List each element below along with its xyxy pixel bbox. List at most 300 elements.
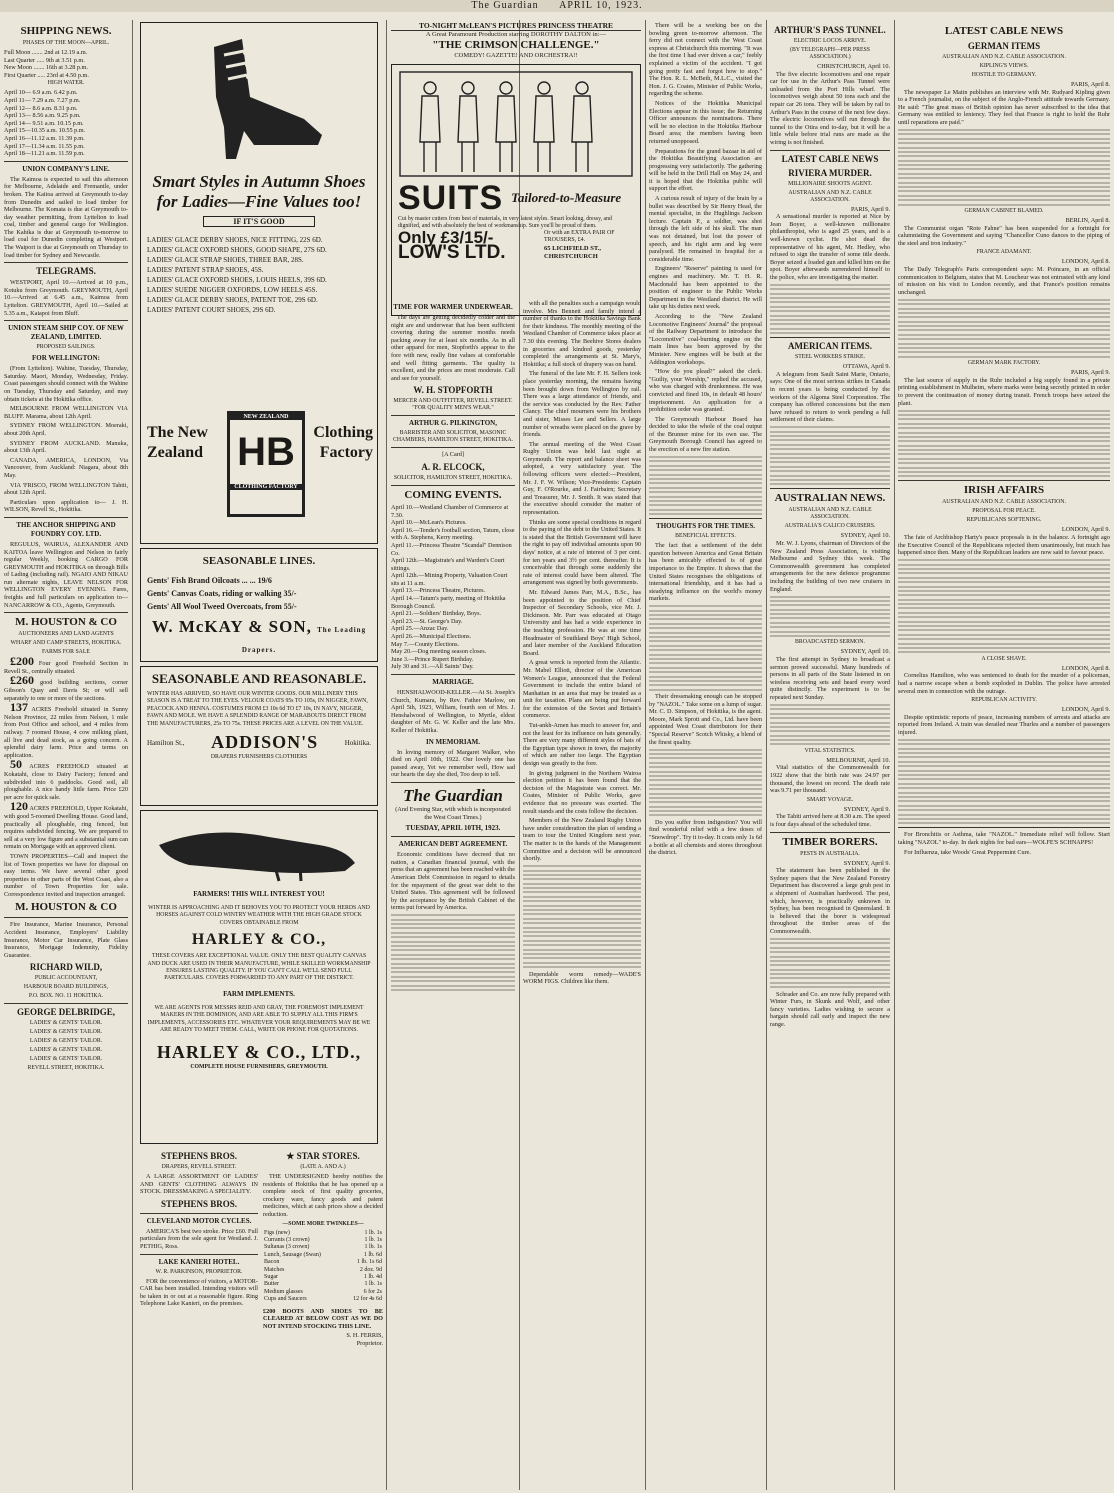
- table-row: [263, 1296, 383, 1303]
- anchor-text: REGULUS, WAIRUA, ALEXANDER AND KAITOA leave Wellington and Nelson in fairly regular Weekly, booking CARGO FOR GREYMOUTH and HOKITIKA on through Bills of Lading (including rail). NGAIO AND NIKAU run alternate nights, LEAVE NELSON FOR WELLINGTON EVERY EVENING. Fares, freights and full particulars on application to— NANCARROW & CO., Agents, Greymouth.: [4, 540, 128, 609]
- delbridge-line: LADIES' & GENTS' TAILOR.: [29, 1047, 103, 1054]
- stephens-text: A LARGE ASSORTMENT OF LADIES' AND GENTS' CLOTHING ALWAYS IN STOCK. DRESSMAKING A SPECIALITY.: [140, 1173, 258, 1196]
- list-item: April 12th.—Mining Property, Valuation Court sits at 11 a.m.: [391, 572, 508, 587]
- list-item: April 14— 9.51 a.m. 10.15 p.m.: [4, 119, 84, 127]
- price-value: 12 for 4s 6d: [353, 1296, 382, 1303]
- text-lines: [523, 865, 641, 968]
- list-item: April 26.—Municipal Elections.: [391, 633, 472, 641]
- tide-list: [4, 89, 128, 157]
- list-item: April 15—10.35 a.m. 10.55 p.m.: [4, 127, 86, 135]
- list-item: Last Quarter ..... 9th at 3.51 p.m.: [4, 56, 85, 64]
- memoriam-title: IN MEMORIAM.: [425, 737, 481, 746]
- uss-heading: UNION STEAM SHIP COY. OF NEW ZEALAND, LIMITED.: [8, 324, 124, 342]
- text-lines: [770, 596, 890, 638]
- column-rule: [132, 20, 133, 1490]
- chase-text: Cornelius Hamilton, who was sentenced to death for the murder of a policeman, had a narrow escape when a bomb exploded in Dublin. The police have arrested several men in connection with the outrage.: [898, 672, 1110, 695]
- mckay-name: [141, 617, 377, 657]
- twinkles-heading: —SOME MORE TWINKLES—: [282, 1220, 364, 1227]
- chancellor-title: GERMAN CABINET BLAMED.: [964, 207, 1044, 214]
- irish-credit: AUSTRALIAN AND N.Z. CABLE ASSOCIATION.: [942, 499, 1066, 506]
- cleveland-heading: CLEVELAND MOTOR CYCLES.: [146, 1216, 252, 1225]
- news-paragraph: Engineers' "Reserve" painting is used for engines and machinery. Mr. T. H. R. Macdonald has been appointed to the position of engineer to the Public Works Department in the Westland district. He will take up his duties next week.: [649, 265, 762, 311]
- text-lines: [898, 129, 1110, 206]
- news-paragraph: Mr. Edward James Parr, M.A., B.Sc., has been appointed to the position of Chief Inspector of Secondary Schools, vice Mr. J. Dickinson. Mr. Parr was educated at Otago University and has had a wide experience in the teaching profession. He was at one time Headmaster of Southland Boys' High School, and later member of the Auckland Education Board.: [523, 588, 641, 657]
- arthurs-credit: (BY TELEGRAPH—PER PRESS ASSOCIATION.): [790, 47, 870, 60]
- shoe-banner: IF IT'S GOOD: [203, 216, 315, 227]
- price-value: 1 lb. 6d: [363, 1251, 382, 1258]
- anchor-heading: THE ANCHOR SHIPPING AND FOUNDRY COY. LTD.: [16, 520, 116, 538]
- wild-addr: HARBOUR BOARD BUILDINGS,: [23, 984, 109, 991]
- editorial-text: Economic conditions have decreed that no nation, a Canadian financial journal, with the press that an agreement has been reached with the American Debt Commission in regard to details for the repayment of the great war debt to the United States. This agreement will be followed by the acceptance by the British Cabinet of the terms put forward by America.: [391, 851, 515, 912]
- addison-right: Hokitika.: [344, 738, 371, 747]
- theatre-header: TO-NIGHT McLEAN'S PICTURES PRINCESS THEATRE: [391, 22, 641, 31]
- wild-name: RICHARD WILD,: [29, 962, 103, 973]
- harley-impl: FARM IMPLEMENTS.: [223, 989, 295, 998]
- harley-big: HARLEY & CO., LTD.,: [156, 1042, 362, 1063]
- seasonable-item: Gents' Canvas Coats, riding or walking 35/-: [147, 589, 297, 598]
- vital-title: VITAL STATISTICS.: [804, 747, 856, 754]
- shoe-icon: [184, 27, 334, 172]
- list-item: May 20.—Dog meeting season closes.: [391, 648, 487, 656]
- riviera-credit: AUSTRALIAN AND N.Z. CABLE ASSOCIATION.: [788, 189, 872, 203]
- timber-sub: PESTS IN AUSTRALIA.: [800, 850, 860, 857]
- rep-dateline: LONDON, April 9.: [1061, 706, 1110, 714]
- elcock-name: A. R. ELCOCK,: [421, 461, 485, 472]
- rep-title: REPUBLICAN ACTIVITY.: [971, 697, 1037, 704]
- column-rule: [645, 20, 646, 1490]
- stephens-column: [140, 1148, 258, 1488]
- news-paragraph: Notices of the Hokitika Municipal Elections appear in this issue; the Returning Officer announces the nominations. There will be no election in the Hokitika Harbour Board area; the members having been returned unopposed.: [649, 99, 762, 145]
- moon-list: [4, 49, 128, 79]
- delbridge-addr: REVELL STREET, HOKITIKA.: [27, 1065, 105, 1072]
- shipping-title: SHIPPING NEWS.: [20, 25, 112, 37]
- pilkington-name: ARTHUR G. PILKINGTON,: [409, 419, 497, 428]
- hb-top: NEW ZEALAND: [230, 414, 302, 420]
- elcock-sub: SOLICITOR, HAMILTON STREET, HOKITIKA.: [393, 474, 513, 481]
- news-paragraph: Thinks are some special conditions in regard to the paying of the debt to the United States. It is stated that the British Government will have the right to pay off individual amounts upon 90 days' notice, at a rate of interest of 3 per cent. for ten years and 3½ per cent. thereafter. It is conceivable that through some suddenly the rate of interest could have been altered. The arrangement was signed by both governments.: [523, 518, 641, 587]
- star-stores-advert: [263, 1148, 383, 1488]
- farm-text: Four good Freehold Section in Revell St., centrally situated.: [4, 660, 128, 675]
- list-item: April 10.—Westland Chamber of Commerce at 7.30.: [391, 503, 509, 519]
- text-lines: [898, 559, 1110, 653]
- price-item: Bacon: [264, 1259, 280, 1266]
- wild-sub: PUBLIC ACCOUNTANT,: [34, 975, 98, 982]
- shoe-item: LADIES' GLACE DERBY SHOES, PATENT TOE, 29S 6D.: [147, 296, 318, 304]
- german-title: GERMAN ITEMS: [967, 41, 1041, 51]
- farm-listing: [4, 757, 128, 801]
- irish-sub: PROPOSAL FOR PEACE.: [972, 508, 1036, 515]
- farm-price: 120: [10, 799, 28, 814]
- shoe-item: LADIES' PATENT COURT SHOES, 29S 6D.: [147, 306, 276, 314]
- delbridge-line: LADIES' & GENTS' TAILOR.: [29, 1056, 103, 1063]
- telegrams-heading: TELEGRAMS.: [36, 266, 96, 277]
- kipling-dateline: PARIS, April 8.: [1071, 81, 1110, 88]
- schrader-text: Schrader and Co. are now fully prepared with Winter Furs, in Skunk and Wolf, and other fancy varieties. Ladies wishing to secure a bargain should call early and inspect the new range.: [770, 990, 890, 1029]
- price-item: Sultanas (3 crown): [264, 1244, 310, 1251]
- news-paragraph: Their dressmaking enough can be stopped by "NAZOL." Take some on a lump of sugar. Mr. C. D. Simpson, of Hokitika, is the agent. Moore, Mark Sprott and Co., Ltd. have been appointed West Coast distributors for their "Special Reserve" Scotch Whisky, a blend of the finest quality.: [649, 693, 762, 746]
- shoe-item: LADIES' GLACE OXFORD SHOES, GOOD SHAPE, 27S 6D.: [147, 246, 327, 254]
- price-value: 1 lb. 4d: [363, 1274, 382, 1280]
- cable-news-title: LATEST CABLE NEWS: [944, 25, 1064, 37]
- hb-logo: [227, 411, 305, 517]
- mark-text: The last source of supply in the Ruhr included a big supply found in a private printing establishment in Mulheim, where marks were being secretly printed in order to prevent the continuation of money during transit. French troops have seized the plant.: [898, 376, 1110, 407]
- lows-addr: 65 LICHFIELD ST., CHRISTCHURCH: [544, 244, 601, 260]
- list-item: April 10— 6.9 a.m. 6.42 p.m.: [4, 89, 78, 97]
- chase-title: A CLOSE SHAVE.: [981, 655, 1027, 662]
- american-sub: STEEL WORKERS STRIKE.: [794, 354, 866, 361]
- list-item: July 30 and 31.—All Saints' Day.: [391, 663, 474, 671]
- theatre-and-suits: [391, 22, 641, 322]
- list-item: Full Moon ....... 2nd at 12.19 a.m.: [4, 49, 88, 56]
- star-stores-text: THE UNDERSIGNED hereby notifies the residents of Hokitika that he has opened up a complete stock of first quality groceries, crockery ware, fancy goods and patent medicines, which at cash prices show a decided reduction.: [263, 1173, 383, 1218]
- thoughts-sub: BENEFICIAL EFFECTS.: [675, 533, 736, 540]
- text-lines: [649, 456, 762, 515]
- guardian-date: TUESDAY, APRIL 10TH, 1923.: [405, 824, 501, 833]
- column-six: [770, 22, 890, 1488]
- price-value: 1 lb. 1s: [364, 1236, 382, 1243]
- farm-listing: [4, 673, 128, 702]
- farm-text: ACRES FREEHOLD, Upper Kokatahi, with good 5-roomed Dwelling House. Good land, practically all ploughable, ring fenced, but requires subdivided fencing. We are prepared to sell at a very low figure and a substantial sum can remain on Mortgage with an approved client.: [4, 805, 128, 851]
- irish-title: IRISH AFFAIRS: [963, 484, 1045, 497]
- column-seven: [898, 22, 1110, 1488]
- thoughts-text: The fact that a settlement of the debt question between America and Great Britain has been amicably effected is of great importance to the Empire. It shows that the United States recognises the obligations of international friendship, and it has had a steadying influence on the world's money markets.: [649, 542, 762, 603]
- column-rule: [894, 20, 895, 1490]
- lows-name: LOW'S LTD.: [398, 241, 506, 263]
- sailing-item: CANADA, AMERICA, LONDON, Via Vancouver, from Auckland: Niagara, about 8th May.: [4, 456, 128, 479]
- column-shipping: [4, 22, 128, 1490]
- marriage-title: MARRIAGE.: [432, 678, 474, 686]
- column-five: [649, 22, 762, 1488]
- masthead: [0, 0, 1114, 12]
- aus-sub: AUSTRALIA'S CALICO CRUISERS.: [784, 523, 876, 530]
- arthurs-dateline: CHRISTCHURCH, April 10.: [817, 63, 890, 70]
- sailing-item: SYDNEY FROM AUCKLAND. Manuka, about 13th April.: [4, 439, 128, 455]
- wild-po: P.O. BOX. NO. 11 HOKITIKA.: [28, 993, 104, 1000]
- addison-name: ADDISON'S: [211, 732, 319, 753]
- horse-cover-icon: [149, 815, 369, 887]
- tide-heading: HIGH WATER.: [47, 80, 85, 87]
- german-credit: AUSTRALIAN AND N.Z. CABLE ASSOCIATION.: [942, 54, 1066, 60]
- harley-text3: WE ARE AGENTS FOR MESSRS REID AND GRAY, THE FOREMOST IMPLEMENT MAKERS IN THE DOMINION, AND ARE ABLE TO SUPPLY ALL THIS FIRM'S IMPLEMENTS, ACCESSORIES ETC. WHATEVER YOUR REQUIREMENTS MAY BE WE ARE READY TO MEET THEM. CALL, WRITE OR PHONE FOR QUOTATIONS.: [147, 1004, 371, 1034]
- shoe-item: LADIES' SUEDE NIGGER OXFORDS, LOW HEELS 45S.: [147, 286, 318, 294]
- sailing-item: MELBOURNE FROM WELLINGTON VIA BLUFF. Marama, about 12th April.: [4, 405, 128, 420]
- harley-name: HARLEY & CO.,: [191, 931, 327, 949]
- mckay-sub: The Leading Drapers.: [241, 626, 367, 654]
- news-paragraph: There will be a working bee on the bowling green to-morrow afternoon. The ferry did not connect with the West Coast express at Christchurch this morning. "It was the first time I had ever driven a car," feebly explained a victim of the accident. "I got going pretty fast and forgot how to stop." The Hon. R. L. McBeth, M.L.C., visited the Hon. J. G. Coates, Minister of Public Works, regarding the scheme.: [649, 22, 762, 98]
- coming-events-title: COMING EVENTS.: [404, 488, 502, 501]
- star-icon: ★: [286, 1151, 295, 1161]
- list-item: New Moon ....... 16th at 3.28 p.m.: [4, 64, 88, 72]
- price-value: 1 lb. 1s 6d: [356, 1259, 382, 1266]
- aus-dateline: SYDNEY, April 10.: [840, 532, 890, 540]
- news-paragraph: Members of the New Zealand Rugby Union have under consideration the plan of sending a team to tour the United Kingdom next year. The matter is in the hands of the Management Committee and a decision will be announced shortly.: [523, 817, 641, 863]
- hb-bot: CLOTHING FACTORY: [230, 484, 302, 490]
- harley-advert: [140, 810, 378, 1144]
- harley-foot: COMPLETE HOUSE FURNISHERS, GREYMOUTH.: [190, 1064, 328, 1071]
- text-lines: [770, 284, 890, 334]
- list-item: April 21.—Soldiers' Birthday, Boys.: [391, 610, 482, 618]
- price-item: Butter: [264, 1281, 279, 1288]
- news-paragraph: Tut-ankh-Amen has much to answer for, and not the least for its influence on hats generally. There are very many different styles of hats of the Egyptian type shown in town, the majority of which are rather too large. The Egyptian design was greatly to the fore.: [523, 722, 641, 768]
- wellington-heading: FOR WELLINGTON:: [31, 354, 100, 363]
- star-stores-owner: S. H. FERRIS,: [346, 1332, 383, 1340]
- table-row: [263, 1267, 383, 1274]
- list-item: April 18—11.21 a.m. 11.59 p.m.: [4, 150, 85, 158]
- masthead-date: APRIL 10, 1923.: [559, 0, 643, 11]
- news-paragraph: Dependable worm remedy—WADE'S WORM FIGS. Children like them.: [523, 970, 641, 986]
- news-paragraph: In giving judgment in the Northern Wairoa election petition it has been found that the decision of the Magistrate was correct. Mr. Coates, Minister of Public Works, gave evidence that no pressure was exerted. The result stands and the costs follow the decision.: [523, 769, 641, 815]
- shoe-item: LADIES' GLACE STRAP SHOES, THREE BAR, 28S.: [147, 256, 304, 264]
- aus-credit: AUSTRALIAN AND N.Z. CABLE ASSOCIATION.: [788, 507, 872, 521]
- moon-heading: PHASES OF THE MOON—APRIL.: [22, 40, 110, 46]
- text-lines: [770, 426, 890, 485]
- stopforth-sub: MERCER AND OUTFITTER, REVELL STREET. "FOR QUALITY MEN'S WEAR.": [393, 398, 513, 412]
- table-row: [263, 1230, 383, 1237]
- list-item: April 12— 8.6 a.m. 8.31 p.m.: [4, 104, 78, 112]
- mckay-name-text: W. McKAY & SON,: [151, 617, 312, 636]
- thoughts-title: THOUGHTS FOR THE TIMES.: [656, 522, 755, 531]
- smart-title: SMART VOYAGE.: [806, 796, 854, 803]
- delbridge-name: GEORGE DELBRIDGE,: [16, 1007, 116, 1018]
- guardian-sub: (And Evening Star, with which is incorporated the West Coast Times.): [395, 805, 511, 821]
- timber-dateline: SYDNEY, April 9.: [843, 859, 890, 867]
- list-item: April 25.—Anzac Day.: [391, 625, 449, 633]
- news-paragraph: A great wreck is reported from the Atlantic. Mr. Mabel Elliott, director of the American Women's League, announced that the Federal Government to include the entire Island of Manhattan in an area that may be treated as a unit for taxation. Plans are being put forward for the extension of the Soviet and Britain's commerce.: [523, 659, 641, 720]
- aus-text: Mr. W. J. Lyons, chairman of Directors of the New Zealand Press Association, is visiting Melbourne and Sydney this week. The Commonwealth government has completed arrangements for the new defence programme including the building of two new cruisers in England.: [770, 539, 890, 593]
- star-stores-title: [263, 1151, 383, 1162]
- addison-advert: [140, 666, 378, 806]
- mark-dateline: PARIS, April 9.: [1071, 369, 1110, 377]
- editorial-heading: AMERICAN DEBT AGREEMENT.: [398, 840, 508, 849]
- table-row: [263, 1252, 383, 1259]
- text-lines: [770, 704, 890, 746]
- farm-text: ACRES Freehold situated in Sunny Nelson Province, 22 miles from Nelson, 1 mile from Post Office and school, and 4 miles from railway. 7 roomed House, 4 cow milking plant, all live and dead stock, as a going concern. A splendid dairy farm. Price and terms on application.: [4, 706, 128, 759]
- insurance-text: Fire Insurance, Marine Insurance, Personal Accident Insurance, Employers' Liability Insurance, Motor Car Insurance, Plate Glass Insurance, Mortgage Indemnity, Fidelity Guarantee.: [4, 921, 128, 959]
- news-paragraph: "How do you plead?" asked the clerk. "Guilty, your Worship," replied the accused, who was charged with drunkenness. He was convicted and fined 10s, in default 48 hours' imprisonment. An application for a prohibition order was granted.: [649, 368, 762, 414]
- sailings-footer: Particulars upon application to— J. H. WILSON, Revell St., Hokitika.: [4, 498, 128, 514]
- stephens-sub: DRAPERS, REVELL STREET.: [161, 1164, 237, 1170]
- column-rule: [766, 20, 767, 1490]
- seasonable-title: SEASONABLE LINES.: [202, 555, 316, 567]
- town-text: TOWN PROPERTIES—Call and inspect the list of Town properties we have for disposal on easy terms. We have several other good properties in other parts of the West Coast, also a number of Town Properties for sale. Correspondence invited and inspection arranged.: [4, 852, 128, 898]
- star-stores-footer: £200 BOOTS AND SHOES TO BE CLEARED AT BELOW COST AS WE DO NOT INTEND STOCKING THIS LINE.: [263, 1307, 383, 1330]
- wellington-text: (From Lyttelton). Wahine, Tuesday, Thursday, Saturday. Maori, Monday, Wednesday, Friday. Coast passengers should connect with the Wahine on Tuesday, Thursday and Saturday, and may obtain tickets at the Hokitika office.: [4, 365, 128, 403]
- riviera-dateline: PARIS, April 9.: [851, 205, 890, 213]
- suits-tail: Tailored-to-Measure: [511, 189, 622, 205]
- kanieri-heading: LAKE KANIERI HOTEL.: [158, 1257, 240, 1266]
- farm-price: 137: [10, 700, 28, 715]
- news-paragraph: Do you suffer from indigestion? You will find wonderful relief with a few doses of "Snowdrop". Try it to-day. It costs only 1s 6d a bottle at all chemists and stores throughout the district.: [649, 818, 762, 857]
- list-item: April 11.—Princess Theatre "Scandal" Dennison Co.: [391, 541, 512, 557]
- text-lines: [898, 739, 1110, 824]
- memoriam-text: In loving memory of Margaret Walker, who died on April 10th, 1922. Our lovely one has passed away, Yet we remember well, How sad our hearts the day she died, Too deep to tell.: [391, 748, 515, 779]
- price-item: Medium glasses: [264, 1288, 303, 1295]
- farm-text: ACRES FREEHOLD situated at Kokatahi, close to Dairy Factory; fenced and subdivided into 6 paddocks. Good soil, all ploughable. A nice handy little farm. Price £20 per acre for quick sale.: [4, 763, 128, 801]
- riviera-sub: MILLIONAIRE SHOOTS AGENT.: [788, 180, 872, 187]
- smart-text: The Tahiti arrived here at 8.30 a.m. The speed is four days ahead of the scheduled time.: [770, 813, 890, 829]
- houston-footer: M. HOUSTON & CO: [15, 901, 117, 914]
- shoe-advert: [140, 22, 378, 544]
- nazol-advert: For Bronchitis or Asthma, take "NAZOL." Immediate relief will follow. Start taking "NAZOL" to-day. In dark nights for bad ears—WOLFE'S SCHNAPPS!: [898, 831, 1110, 846]
- news-paragraph: The annual meeting of the West Coast Rugby Union was held last night at Greymouth. The report and balance sheet was adopted, a very satisfactory year. The following officers were elected:—President, Mr. J. F. W. Wilson; Vice-Presidents: Captain Guy, F. O'Rourke, and J. Fairbairn; Secretary and Treasurer, Mr. J. Smith. It was stated that the executive should consider the matter of representation.: [523, 440, 641, 517]
- star-stores-owner-sub: Proprietor.: [356, 1340, 383, 1347]
- table-row: [263, 1281, 383, 1288]
- text-lines: [391, 914, 515, 991]
- arthurs-title: ARTHUR'S PASS TUNNEL.: [774, 25, 886, 35]
- chancellor-text: The Communist organ "Rote Fahne" has been suspended for a fortnight for calumniating the Government and saying "Chancellor Cuno dances to the piping of the steel and iron industry.": [898, 224, 1110, 247]
- price-value: 1 lb. 1s: [364, 1229, 382, 1236]
- farm-price: £200: [10, 654, 34, 669]
- list-item: April 10.—McLean's Pictures.: [391, 519, 467, 527]
- pilkington-sub: BARRISTER AND SOLICITOR, MASONIC CHAMBERS, HAMILTON STREET, HOKITIKA.: [392, 430, 514, 444]
- text-lines: [898, 299, 1110, 358]
- smart-dateline: SYDNEY, April 9.: [843, 805, 890, 813]
- table-row: [263, 1274, 383, 1281]
- price-item: Matches: [264, 1266, 285, 1273]
- price-value: 1 lb. 1s: [364, 1244, 382, 1251]
- american-title: AMERICAN ITEMS.: [787, 341, 872, 352]
- text-lines: [649, 605, 762, 690]
- stopforth-intro: TIME FOR WARMER UNDERWEAR.: [393, 303, 513, 311]
- column-four: [523, 300, 641, 1488]
- sailing-item: VIA 'FRISCO, FROM WELLINGTON Tahiti, about 12th April.: [4, 481, 128, 497]
- price-item: Sugar: [264, 1274, 278, 1280]
- france-text: The Daily Telegraph's Paris correspondent says: M. Poincare, in an official communication to Belgium, states that M. Loucheur was not entrusted with any kind of mission on his visit to London recently, and that France's position remains unchanged.: [898, 265, 1110, 296]
- list-item: April 17—11.34 a.m. 11.55 p.m.: [4, 142, 85, 150]
- column-rule: [386, 20, 387, 1490]
- guardian-title: The Guardian: [403, 785, 503, 805]
- vital-text: Vital statistics of the Commonwealth for 1922 show that the birth rate was 24.97 per thousand, the lowest on record. The death rate was 9.71 per thousand.: [770, 764, 890, 795]
- arthurs-sub: ELECTRIC LOCOS ARRIVE.: [793, 38, 867, 44]
- list-item: May 7.—County Elections.: [391, 640, 460, 648]
- news-paragraph: The funeral of the late Mr. F. H. Sellers took place yesterday morning, the remains having been brought down from Wellington by rail. There was a large attendance of friends, and the service was conducted by the Rev. Father Clancy. The chief mourners were his brothers and sister, Misses Lee and Sellers. A large number of wreaths were placed on the grave by friends.: [523, 370, 641, 439]
- aus-title: AUSTRALIAN NEWS.: [774, 492, 886, 505]
- farm-listing: [4, 700, 128, 759]
- chancellor-dateline: BERLIN, April 8.: [1065, 216, 1110, 224]
- masthead-title: The Guardian: [471, 0, 539, 11]
- news-paragraph: The Greymouth Harbour Board has decided to take the whole of the coal output of the Brunner mine for its own use. The Greymouth Borough Council has agreed to the erection of a new fire station.: [649, 415, 762, 454]
- kanieri-sub: W. R. PARKINSON, PROPRIETOR.: [155, 1268, 243, 1275]
- suits-text: Cut by master cutters from best of materials, in very latest styles. Smart looking, dressy, and dignified, and with absolutely the best of workmanship. Sure you'll be proud of them.: [398, 215, 612, 229]
- mark-title: GERMAN MARK FACTORY.: [967, 360, 1041, 367]
- text-lines: [770, 938, 890, 988]
- farm-price: £260: [10, 673, 34, 688]
- broadcast-title: BROADCASTED SERMON.: [795, 639, 865, 646]
- irish-dateline: LONDON, April 9.: [1061, 526, 1110, 534]
- news-paragraph: Preparations for the grand bazaar in aid of the Hokitika Beautifying Association are progressing very satisfactorily. The gathering will be held in the Drill Hall on May 24, and it is hoped that the Hokitika public will support the effort.: [649, 147, 762, 193]
- stopforth-name: W. H. STOPFORTH: [413, 385, 493, 396]
- kanieri-text: FOR the convenience of visitors, a MOTOR-CAR has been installed. Intending visitors will be taken in or out at a reasonable figure. Ring Telephone Lake Kanieri, on the premises.: [140, 1277, 258, 1308]
- seasonable-advert: [140, 548, 378, 662]
- stephens-name: STEPHENS BROS.: [160, 1151, 238, 1161]
- broadcast-dateline: SYDNEY, April 10.: [840, 648, 890, 656]
- list-item: April 16.—Tender's football section, Tatum, close with A. Stephens, Kerry meeting.: [391, 526, 515, 542]
- suits-big: SUITS: [398, 178, 504, 217]
- price-item: Currants (3 crown): [264, 1236, 310, 1243]
- suits-advert: [391, 64, 641, 316]
- arthurs-text: The five electric locomotives and one repair car for use in the Arthur's Pass Tunnel were unloaded from the Port Hills wharf. The locomotives weigh about 50 tons each and the repair car 26 tons. They will be taken by rail to Arthur's Pass in the course of the next few days. The electric locomotives will run through the tunnel to the Otira end to-day, but it will be a little while before trial runs are made as the wiring is not finished.: [770, 70, 890, 146]
- seasonable-item: Gents' All Wool Tweed Overcoats, from 55/-: [147, 602, 297, 611]
- price-item: Cups and Saucers: [264, 1296, 307, 1303]
- list-item: April 13.—Princess Theatre, Pictures.: [391, 587, 486, 595]
- timber-title: TIMBER BORERS.: [782, 835, 878, 848]
- farm-text: good building sections, corner Gibson's Quay and Davis St; or will sell separately to one or more of the sections.: [4, 679, 128, 702]
- theatre-title: "THE CRIMSON CHALLENGE.": [432, 39, 600, 52]
- news-paragraph: with all the penalties such a campaign would involve. Mrs Bennett and family intend a number of thanks to the Hokitika Savings Bank for their kindness. The monthly meeting of the Westland Chamber of Commerce takes place at 7.30 this evening. The Beehive Stores dealers in groceries and kindred goods, yesterday completed the arrangements at St. Mary's, Hokitika; a full stock of drapery was on hand.: [523, 300, 641, 368]
- delbridge-line: LADIES' & GENTS' TAILOR.: [29, 1038, 103, 1045]
- hb-mid: HB: [237, 430, 295, 474]
- suits-extra: Or with an EXTRA PAIR OF TROUSERS, £4.: [544, 229, 615, 244]
- chase-dateline: LONDON, April 8.: [1061, 664, 1110, 672]
- card-label: [A Card]: [442, 451, 464, 459]
- shoe-item: LADIES' GLACE OXFORD SHOES, LOUIS HEELS, 39S 6D.: [147, 276, 327, 284]
- stopforth-text: The days are getting decidedly colder and the night are and underwear that has been sufficient covering during the summer months needs packing away for at least six months. As in all other apparel for men, Stopforth's appear to the fore with new, really fine values at comfortable and well fitting garments. The quality is excellent, and the prices are most moderate. Call and see for yourself.: [391, 314, 515, 382]
- reasonable-text: WINTER HAS ARRIVED, SO HAVE OUR WINTER GOODS. OUR MILLINERY THIS SEASON IS A TREAT TO THE EYES. VELOUR COATS 95s TO 105s, IN NIGGER, FAWN, PEACOCK AND HENNA. COSTUMES FROM £3 10s 6d TO £7 10s, IN NAVY, NIGGER, FAWN AND MOLE. WE HAVE A SPLENDID RANGE OF MARABOUTS DIRECT FROM THE MANUFACTURERS, 25s TO 75s. THESE PRICES ARE A LEVEL ON THE VALUE.: [147, 691, 368, 727]
- theatre-sub: COMEDY! GAZETTE! AND ORCHESTRA!!: [454, 52, 578, 60]
- table-row: [263, 1244, 383, 1251]
- farm-listing: [4, 799, 128, 851]
- list-item: April 16—11.12 a.m. 11.39 p.m.: [4, 134, 85, 142]
- irish-sub2: REPUBLICANS SOFTENING.: [966, 517, 1042, 524]
- table-row: [263, 1259, 383, 1266]
- peppermint-advert: For Influenza, take Woods' Great Peppermint Cure.: [904, 848, 1031, 856]
- news-paragraph: According to the "New Zealand Locomotive Engineers' Journal" the proposal of the Railway Department to introduce the "Locomotive" coal-burning engine on the main lines has been approved by the Minister. New engines will be built at the Addington workshops.: [649, 312, 762, 366]
- addison-foot: DRAPERS FURNISHERS CLOTHIERS: [210, 754, 308, 761]
- text-lines: [898, 410, 1110, 478]
- union-heading: UNION COMPANY'S LINE.: [22, 164, 110, 173]
- riviera-title: RIVIERA MURDER.: [788, 167, 872, 178]
- harley-text2: THESE COVERS ARE EXCEPTIONAL VALUE. ONLY THE BEST QUALITY CANVAS AND DUCK ARE USED IN THEIR MANUFACTURE, WHILE SKILLED WORKMANSHIP ENSURES LASTING QUALITY. IF YOU CAN'T CALL WE'LL SEND FULL PARTICULARS. COVERS FORWARDED TO ANY PART OF THE DISTRICT.: [147, 953, 371, 982]
- rep-text: Despite optimistic reports of peace, increasing numbers of arrests and attacks are reported from Ireland. A train was derailed near Thurles and a number of passengers injured.: [898, 713, 1110, 736]
- delbridge-line: LADIES' & GENTS' TAILOR.: [29, 1029, 103, 1036]
- list-item: April 23.—St. George's Day.: [391, 617, 463, 625]
- harley-intro: FARMERS! THIS WILL INTEREST YOU!: [193, 890, 325, 898]
- houston-heading: M. HOUSTON & CO: [15, 616, 117, 629]
- cable-title: LATEST CABLE NEWS: [781, 153, 879, 164]
- column-three: [391, 300, 515, 1488]
- suits-price: Only £3/15/-: [398, 227, 494, 247]
- telegrams-text: WESTPORT, April 10.—Arrived at 10 p.m., Kotuku from Greymouth. GREYMOUTH, April 10.—Arrived at 6.45 a.m., Kaimoa from Lyttelton. GREYMOUTH, April 10.—Sailed at 5.35 a.m., Kaiapoi from Bluff.: [4, 279, 128, 317]
- harley-text: WINTER IS APPROACHING AND IT BEHOVES YOU TO PROTECT YOUR HERDS AND HORSES AGAINST COLD WINTRY WEATHER WITH THE HIGH GRADE STOCK COVERS OBTAINABLE FROM: [148, 905, 370, 926]
- news-paragraph: A curious result of injury of the brain by a bullet was described by Sir Henry Head, the mental specialist, in the Hughlings Jackson lecture. Captain P., a soldier, was shot through the left side of his skull. The man was not detained, but lost the power of speech, and his right arm and leg were paralysed. He remained in hospital for a considerable time.: [649, 195, 762, 263]
- cleveland-text: AMERICA'S best two stroke. Price £60. Full particulars from the sole agent for Westland. J. PETHIG, Ross.: [140, 1227, 258, 1250]
- reasonable-title: SEASONABLE AND REASONABLE.: [151, 671, 367, 686]
- france-title: FRANCE ADAMANT.: [976, 249, 1032, 256]
- houston-sub: AUCTIONEERS AND LAND AGENTS: [18, 631, 114, 638]
- timber-text: The statement has been published in the Sydney papers that the New Zealand Forestry Department has discovered a large grub pest in a shipment of Australian hardwood. The pest, which, however, is practically unknown in Sydney, has been recognised in Queensland. It is believed that the borer is widespread throughout the timber areas of the Commonwealth.: [770, 867, 890, 935]
- hb-right: Clothing Factory: [313, 424, 373, 461]
- american-text: A telegram from Sault Saint Marie, Ontario, says: One of the most serious strikes in Canada in recent years is being conducted by the workers of the Algoma Steel Corporation. The company has offered concessions but the men have refused to return to work pending a full settlement of their claims.: [770, 370, 890, 424]
- stephens-name2: STEPHENS BROS.: [160, 1198, 238, 1209]
- farms-heading: FARMS FOR SALE: [42, 649, 90, 656]
- kipling-text: The newspaper Le Matin publishes an interview with Mr. Rudyard Kipling given to a French journalist, on the subject of the Anglo-French attitude towards Germany. He said: "The great mass of British opinion has never subscribed to the idea that Germany was entitled to leniency. They feel that France is right to hold the Ruhr until reparations are paid.": [898, 88, 1110, 126]
- list-item: April 13— 8.56 a.m. 9.25 p.m.: [4, 112, 81, 120]
- american-dateline: OTTAWA, April 9.: [842, 363, 890, 371]
- shoe-item: LADIES' GLACE DERBY SHOES, NICE FITTING, 22S 6D.: [147, 236, 323, 244]
- list-item: First Quarter ..... 23rd at 4.50 p.m.: [4, 71, 89, 79]
- shoe-advert-title: Smart Styles in Autumn Shoes for Ladies—Fine Values too!: [152, 172, 366, 211]
- price-item: Lunch, Sausage (Swan): [264, 1251, 321, 1258]
- price-item: Figs (new): [264, 1229, 290, 1236]
- list-item: June 3.—Prince Rupert Birthday.: [391, 655, 474, 663]
- marriage-text: HENSHALWOOD-KELLER.—At St. Joseph's Church, Kumara, by Rev. Father Marlow, on April 5th, 1923, William, fourth son of Mrs. J. Henshalwood of Wellington, to Myrtle, eldest daughter of Mr. G. W. Keller and the late Mrs. Keller of Hokitika.: [391, 689, 515, 734]
- price-value: 1 lb. 1s: [364, 1281, 382, 1288]
- price-value: 6 for 2s: [363, 1288, 382, 1295]
- broadcast-text: The first attempt in Sydney to broadcast a sermon proved successful. Many hundreds of persons in all parts of the State listened in on wireless receiving sets and heard every word quite distinctly. The experiment is to be repeated next Sunday.: [770, 656, 890, 701]
- men-figures-icon: [396, 68, 636, 180]
- list-item: April 14.—Tatum's party, meeting of Hokitika Borough Council.: [391, 595, 506, 610]
- text-lines: [649, 749, 762, 817]
